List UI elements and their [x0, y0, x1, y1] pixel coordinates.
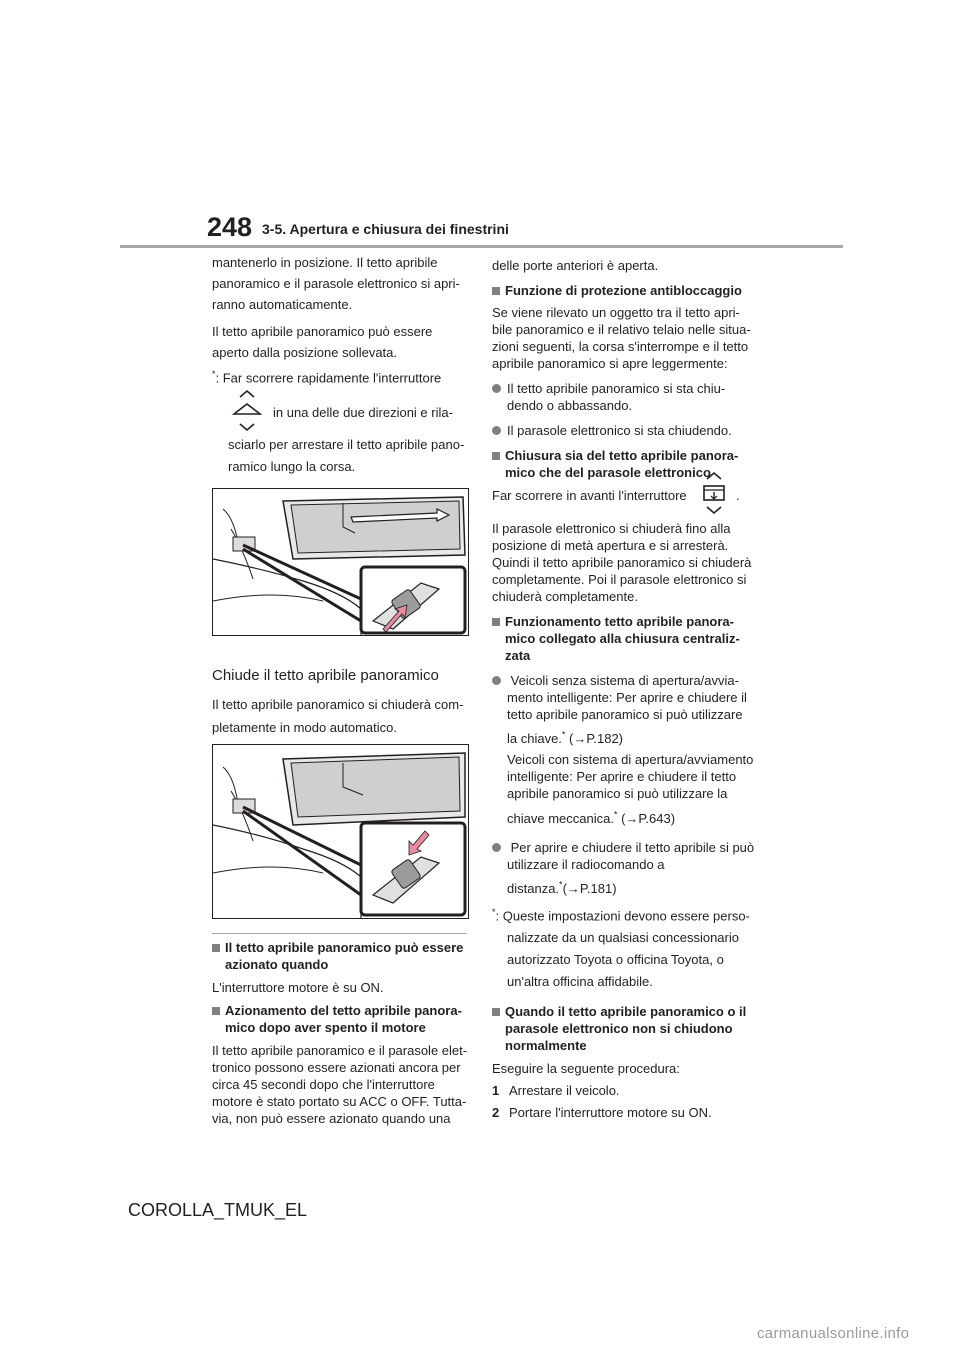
- bullet-item: Il parasole elettronico si sta chiudendo.: [492, 422, 762, 439]
- footnote-star: *: [492, 906, 496, 917]
- text-line: circa 45 secondi dopo che l'interruttore: [212, 1077, 435, 1092]
- heading-line: mico che del parasole elettronico: [505, 465, 711, 480]
- bullet-item: [492, 839, 762, 901]
- footnote-continuation: [228, 434, 488, 478]
- text-line: completamente. Poi il parasole elettronico si: [492, 572, 747, 587]
- text-line: Se viene rilevato un oggetto tra il tetto apri-: [492, 305, 740, 320]
- heading-line: Azionamento del tetto apribile panora-: [225, 1003, 462, 1018]
- text-line: aperto dalla posizione sollevata.: [212, 345, 398, 360]
- footnote-switch: [212, 365, 472, 387]
- paragraph: delle porte anteriori è aperta.: [492, 258, 659, 273]
- text-line: nalizzate da un qualsiasi concessionario: [507, 930, 739, 946]
- sunroof-open-illustration: [212, 488, 469, 636]
- left-column: [212, 252, 470, 363]
- divider: [212, 933, 467, 934]
- text-line: mantenerlo in posizione. Il tetto apribile: [212, 255, 438, 270]
- text-line: in una delle due direzioni e rila-: [273, 405, 453, 420]
- text-line: Il tetto apribile panoramico si chiuderà com-: [212, 697, 464, 712]
- text-line: pletamente in modo automatico.: [212, 720, 397, 735]
- text-line: intelligente: Per aprire e chiudere il tetto: [507, 769, 737, 785]
- text-line: chiuderà completamente.: [492, 589, 638, 604]
- text-line: apribile panoramico si può utilizzare la: [507, 786, 728, 802]
- footnote-star: *: [561, 730, 566, 740]
- text-line: .: [736, 488, 740, 503]
- paragraph: [212, 693, 472, 739]
- heading-line: Quando il tetto apribile panoramico o il: [505, 1004, 747, 1020]
- text-line: ranno automaticamente.: [212, 297, 353, 312]
- step-text: Arrestare il veicolo.: [509, 1083, 620, 1099]
- page-number: 248: [207, 212, 253, 242]
- heading-line: mico dopo aver spento il motore: [225, 1020, 426, 1035]
- footnote-star: *: [559, 879, 563, 890]
- watermark: carmanualsonline.info: [757, 1325, 910, 1342]
- text-line: tetto apribile panoramico si può utilizzare: [507, 707, 743, 722]
- header-rule: [120, 245, 843, 248]
- step-number: 2: [492, 1105, 500, 1121]
- page-reference: (→P.643): [617, 810, 676, 826]
- text-line: panoramico e il parasole elettronico si apri-: [212, 276, 460, 291]
- bullet-item: [492, 672, 762, 831]
- left-notes: [212, 939, 474, 1127]
- text-line: utilizzare il radiocomando a: [507, 856, 665, 872]
- text-line: Il parasole elettronico si chiuderà fino alla: [492, 521, 731, 536]
- heading-line: Chiusura sia del tetto apribile panora-: [505, 448, 739, 463]
- text-line: tronico possono essere azionati ancora per: [212, 1060, 461, 1075]
- text-line: Veicoli con sistema di apertura/avviamento: [507, 752, 754, 768]
- page-reference: (→P.181): [562, 880, 617, 896]
- right-column-middle: [492, 520, 762, 1121]
- text-line: distanza.: [507, 880, 560, 896]
- text-line: Il tetto apribile panoramico e il parasole elet-: [212, 1043, 468, 1058]
- text-line: apribile panoramico si apre leggermente:: [492, 356, 728, 371]
- heading-line: Funzione di protezione antibloccaggio: [492, 282, 762, 299]
- text-line: sciarlo per arrestare il tetto apribile pano-: [228, 437, 465, 452]
- text-line: la chiave.: [507, 731, 562, 747]
- footnote-star: *: [613, 809, 618, 820]
- text-line: zioni seguenti, la corsa s'interrompe e il tetto: [492, 339, 749, 354]
- sunroof-close-illustration: [212, 744, 469, 919]
- slide-switch-icon: [229, 388, 265, 432]
- text-line: posizione di metà apertura e si arresterà.: [492, 538, 729, 553]
- heading-line: parasole elettronico non si chiudono: [505, 1021, 733, 1037]
- model-code: COROLLA_TMUK_EL: [128, 1200, 308, 1220]
- text-line: dendo o abbassando.: [507, 398, 633, 413]
- section-title: 3-5. Apertura e chiusura dei finestrini: [262, 221, 509, 237]
- heading-line: normalmente: [505, 1038, 587, 1054]
- text-line: via, non può essere azionato quando una: [212, 1111, 451, 1126]
- text-line: : Queste impostazioni devono essere perso-: [495, 908, 750, 924]
- text-line: Per aprire e chiudere il tetto apribile si può: [510, 839, 755, 855]
- paragraph: Eseguire la seguente procedura:: [492, 1061, 680, 1077]
- text-line: : Far scorrere rapidamente l'interruttore: [215, 370, 442, 386]
- footnote-star: *: [212, 369, 216, 379]
- text-line: bile panoramico e il relativo telaio nelle situa-: [492, 322, 751, 337]
- paragraph: L'interruttore motore è su ON.: [212, 980, 384, 995]
- text-line: mento intelligente: Per aprire e chiudere il: [507, 690, 747, 705]
- right-column-top: [492, 257, 762, 481]
- heading-line: azionato quando: [225, 957, 329, 972]
- text-line: Veicoli senza sistema di apertura/avvia-: [510, 673, 739, 688]
- text-line: autorizzato Toyota o officina Toyota, o: [507, 952, 724, 968]
- text-line: ramico lungo la corsa.: [228, 459, 356, 474]
- figure-caption: Chiude il tetto apribile panoramico: [212, 667, 439, 684]
- text-line: Il tetto apribile panoramico può essere: [212, 324, 433, 339]
- text-line: Quindi il tetto apribile panoramico si chiuderà: [492, 555, 752, 570]
- heading-line: Funzionamento tetto apribile panora-: [505, 614, 734, 629]
- slide-forward-switch-icon: [697, 470, 731, 516]
- page-reference: (→P.182): [565, 731, 624, 747]
- step-number: 1: [492, 1083, 500, 1099]
- text-line: un'altra officina affidabile.: [507, 974, 653, 990]
- text-line: Far scorrere in avanti l'interruttore: [492, 488, 687, 503]
- heading-line: Il tetto apribile panoramico può essere: [225, 940, 464, 955]
- text-line: motore è stato portato su ACC o OFF. Tutta-: [212, 1094, 467, 1109]
- text-line: Il tetto apribile panoramico si sta chiu-: [507, 381, 726, 396]
- text-line: chiave meccanica.: [507, 810, 614, 826]
- heading-line: zata: [505, 648, 531, 663]
- step-text: Portare l'interruttore motore su ON.: [509, 1105, 712, 1121]
- heading-line: mico collegato alla chiusura centraliz-: [505, 631, 740, 646]
- footnote: [492, 901, 762, 993]
